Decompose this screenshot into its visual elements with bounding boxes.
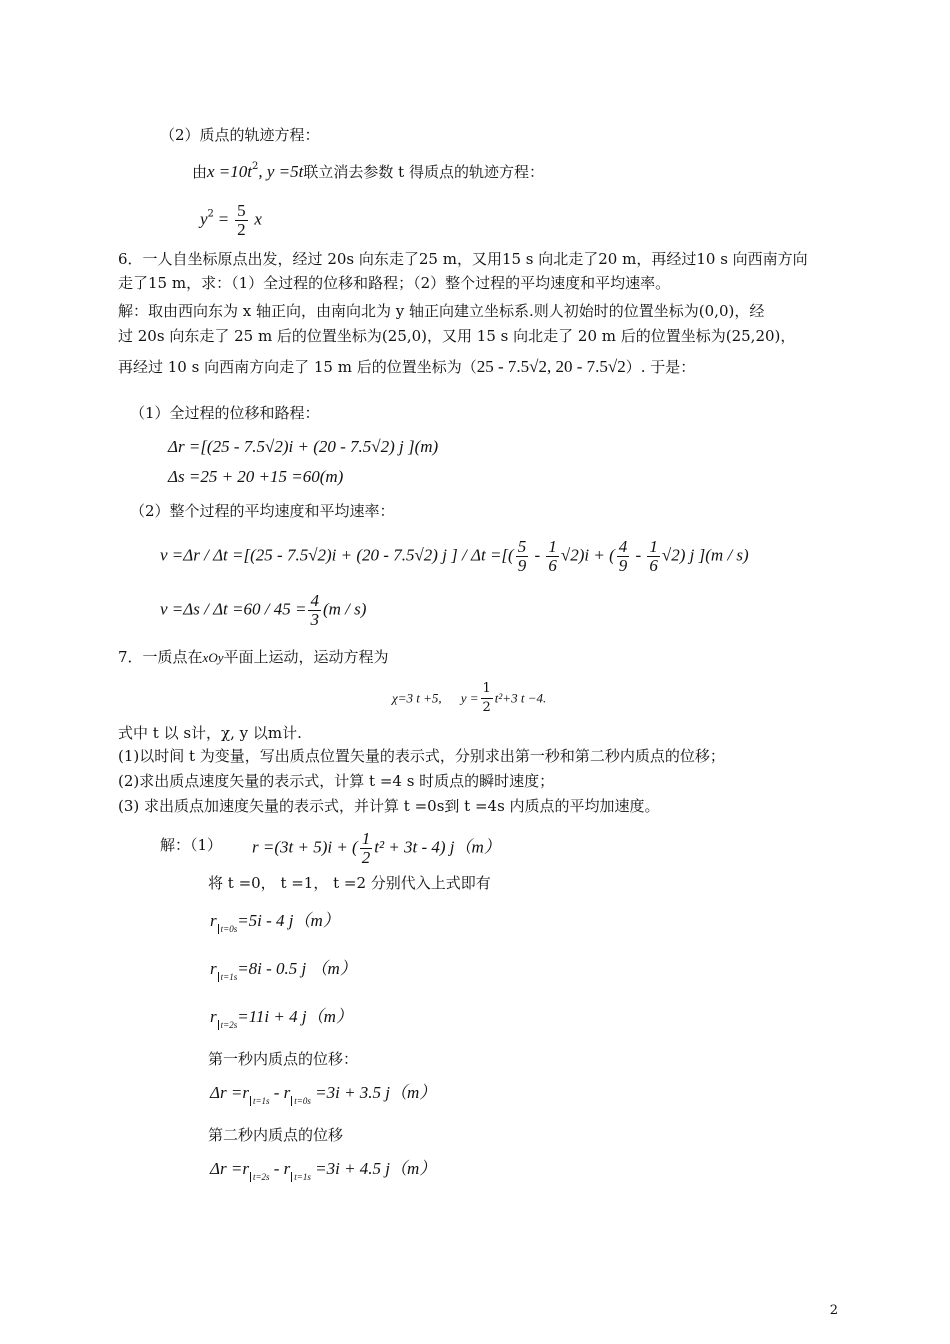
q5-part2-heading: （2）质点的轨迹方程： [160,126,320,144]
q7-r-at-t2: r $_{t=2s}$=11i + 4 j（m） [210,1007,353,1030]
q6-solution-line2: 过 20s 向东走了 25 m 后的位置坐标为(25,0)，又用 15 s 向北走了 20 m 后的位置坐标为(25,20)， [118,327,796,345]
q7-problem-line1: 7．一质点在xOy平面上运动，运动方程为 [118,648,389,666]
q7-task3: (3) 求出质点加速度矢量的表示式，并计算 t =0s到 t =4s 内质点的平均加速度。 [118,797,660,815]
q6-problem-line2: 走了15 m，求：（1）全过程的位移和路程；（2）整个过程的平均速度和平均速率。 [118,274,671,292]
q6-average-velocity-equation: v =Δr / Δt =[(25 - 7.5√2)i + (20 - 7.5√2) j ] / Δt =[( $\frac{5}{9}$ - $\frac{1}{6}$ √2)i + ( $\frac{4}{9}$ - $\frac{1}{6}$ √2) j ](m / s) [160,537,749,575]
q7-substitution-text: 将 t =0， t =1， t =2 分别代入上式即有 [208,874,491,892]
q6-problem-line1: 6．一人自坐标原点出发，经过 20s 向东走了25 m，又用15 s 向北走了20 m，再经过10 s 向西南方向 [118,250,808,268]
q6-solution-line1: 解：取由西向东为 x 轴正向，由南向北为 y 轴正向建立坐标系.则人初始时的位置坐标为(0,0)，经 [118,302,765,320]
q7-motion-equations: χ=3 t +5, y = $\frac{1}{2}$ t²+3 t −4. [392,681,547,715]
q7-second-second-heading: 第二秒内质点的位移 [208,1126,344,1144]
q6-part2-heading: （2）整个过程的平均速度和平均速率： [130,502,395,520]
q7-task2: (2)求出质点速度矢量的表示式，计算 t =4 s 时质点的瞬时速度； [118,772,555,790]
q7-task1: (1)以时间 t 为变量，写出质点位置矢量的表示式，分别求出第一秒和第二秒内质点的位移； [118,747,725,765]
q7-r-at-t1: r $_{t=1s}$=8i - 0.5 j （m） [210,959,357,982]
q7-first-second-displacement: Δr =r $_{t=1s}$ - r $_{t=0s}$ =3i + 3.5 j（m） [210,1083,437,1106]
q5-trajectory-equation: $y^2$ = $\frac{5}{2}$ x [200,201,262,239]
q5-trajectory-intro: 由$x =10t^2$, y =5t联立消去参数 t 得质点的轨迹方程： [192,161,544,181]
q6-average-speed-equation: v =Δs / Δt =60 / 45 = $\frac{4}{3}$ (m / s) [160,591,367,629]
q6-part1-heading: （1）全过程的位移和路程： [130,404,320,422]
q6-displacement-equation: Δr =[(25 - 7.5√2)i + (20 - 7.5√2) j ](m) [168,437,439,456]
q7-first-second-heading: 第一秒内质点的位移： [208,1050,359,1068]
q7-second-second-displacement: Δr =r $_{t=2s}$ - r $_{t=1s}$ =3i + 4.5 j（m） [210,1159,437,1182]
q7-r-at-t0: r $_{t=0s}$=5i - 4 j（m） [210,911,340,934]
q6-solution-line3: 再经过 10 s 向西南方向走了 15 m 后的位置坐标为（25 - 7.5√2, 20 - 7.5√2）. 于是： [118,357,696,376]
q7-units: 式中 t 以 s计，χ, y 以m计. [118,724,302,742]
page-number: 2 [829,1303,838,1318]
q6-path-length-equation: Δs =25 + 20 +15 =60(m) [168,467,344,486]
q7-solution-label: 解：（1） [160,836,223,854]
q7-position-vector-equation: r =(3t + 5)i + ( $\frac{1}{2}$ t² + 3t - 4) j（m） [252,829,501,867]
